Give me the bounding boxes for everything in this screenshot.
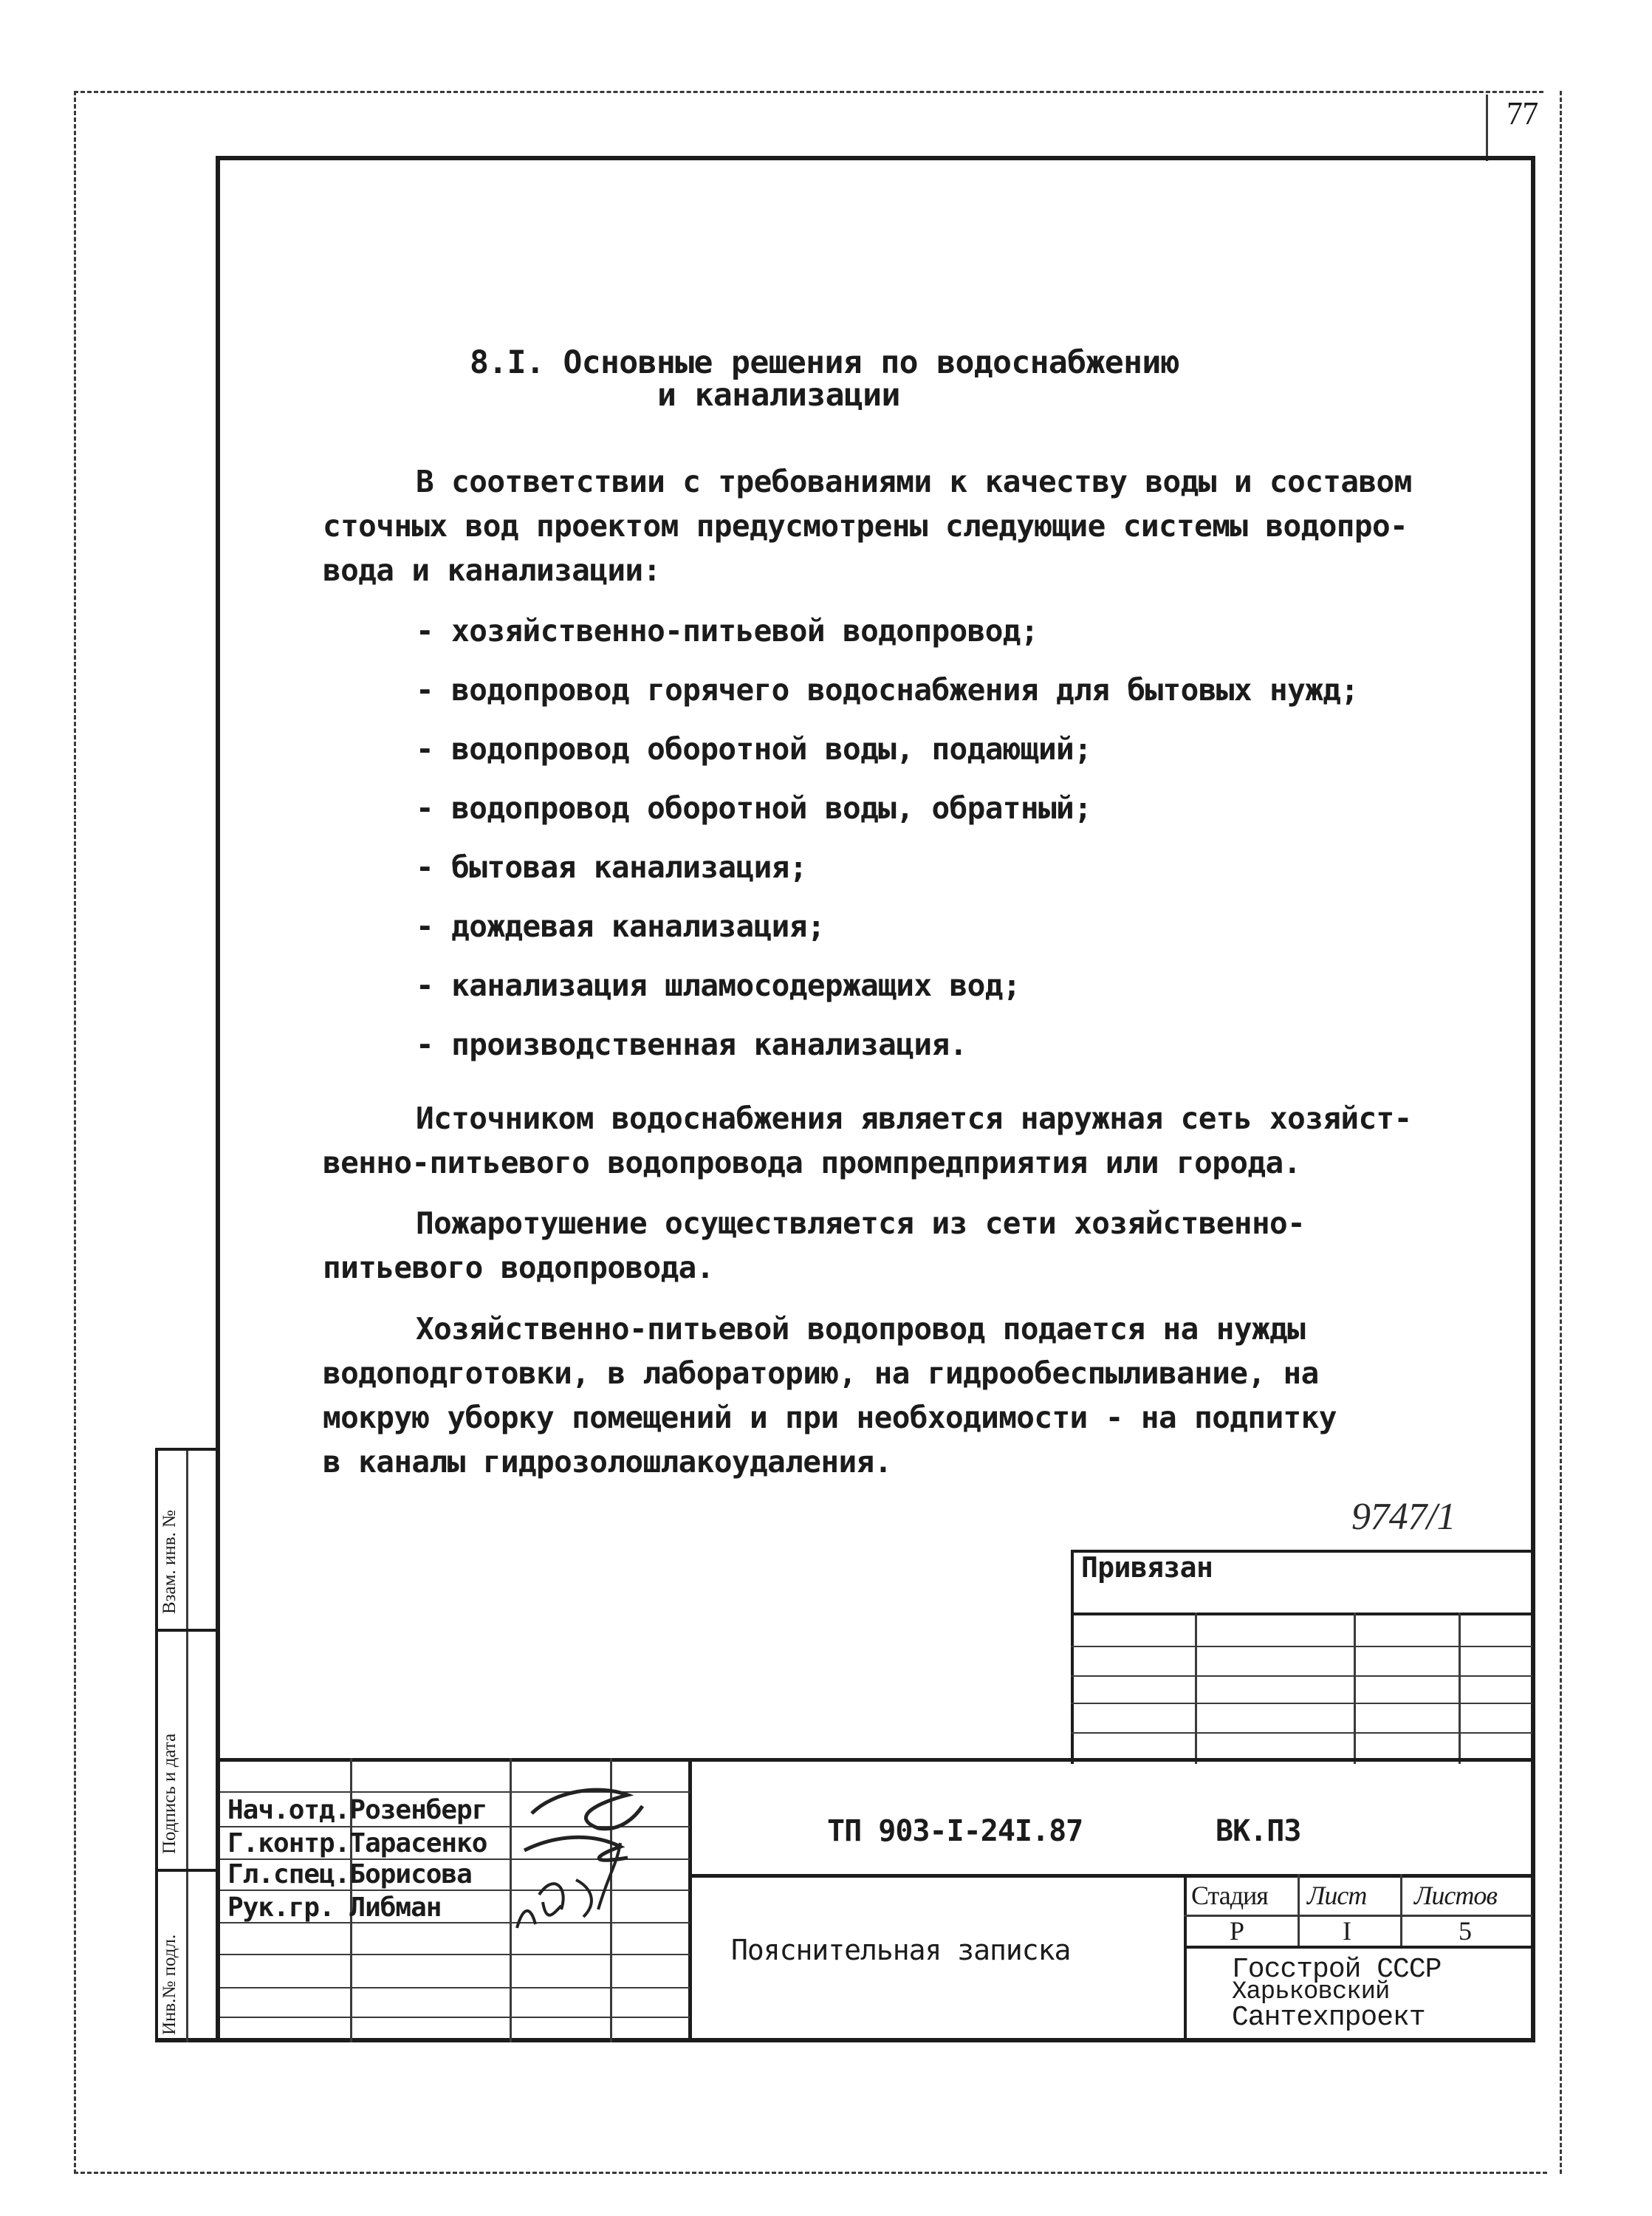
side-stamp-sep bbox=[155, 1629, 219, 1632]
section-heading-line1: 8.I. Основные решения по водоснабжению bbox=[470, 344, 1179, 381]
tb-person: Нач.отд.Розенберг bbox=[227, 1795, 487, 1825]
list-item: - водопровод оборотной воды, подающий; bbox=[416, 731, 1092, 767]
paragraph-line: водоподготовки, в лабораторию, на гидрообеспыливание, на bbox=[323, 1355, 1319, 1391]
tb-stage-value: Р bbox=[1230, 1916, 1244, 1946]
frame-bottom bbox=[155, 2038, 1535, 2042]
side-stamp-sign-date: Подпись и дата bbox=[160, 1733, 179, 1854]
side-stamp-top bbox=[155, 1448, 219, 1451]
tb-code-bottom bbox=[688, 1874, 1532, 1878]
paragraph-line: мокрую уборку помещений и при необходимости - на подпитку bbox=[323, 1400, 1337, 1435]
list-item: - производственная канализация. bbox=[416, 1027, 967, 1062]
binding-row-line bbox=[1071, 1675, 1532, 1677]
list-item: - канализация шламосодержащих вод; bbox=[416, 968, 1021, 1003]
side-stamp-inv-orig: Инв.№ подл. bbox=[160, 1934, 179, 2035]
tb-sheet-value: I bbox=[1343, 1916, 1351, 1946]
signature-scribble bbox=[510, 1762, 694, 1932]
binding-col-line bbox=[1459, 1613, 1461, 1764]
list-item: - дождевая канализация; bbox=[416, 909, 825, 944]
page-number-divider bbox=[1486, 95, 1488, 161]
tb-person: Г.контр.Тарасенко bbox=[227, 1828, 487, 1858]
tb-person: Рук.гр. Либман bbox=[227, 1892, 442, 1923]
frame-top bbox=[216, 156, 1535, 160]
title-block-top bbox=[220, 1758, 1532, 1762]
side-stamp-left bbox=[155, 1448, 158, 2042]
tb-sheets-label: Листов bbox=[1414, 1881, 1497, 1910]
tb-sig-row bbox=[220, 2017, 690, 2018]
binding-row-line bbox=[1071, 1613, 1532, 1615]
tb-title-divider bbox=[1184, 1874, 1187, 2042]
paragraph-line: в каналы гидрозолошлакоудаления. bbox=[323, 1444, 892, 1480]
handwritten-number: 9747/1 bbox=[1351, 1496, 1456, 1538]
side-stamp-inv-copy: Взам. инв. № bbox=[160, 1510, 179, 1614]
tb-stage-label: Стадия bbox=[1191, 1881, 1268, 1910]
binding-label: Привязан bbox=[1081, 1551, 1213, 1584]
list-item: - бытовая канализация; bbox=[416, 849, 807, 885]
intro-line: вода и канализации: bbox=[323, 553, 661, 588]
paragraph-line: Источником водоснабжения является наружная сеть хозяйст- bbox=[416, 1101, 1412, 1136]
binding-row-line bbox=[1071, 1646, 1532, 1647]
side-stamp-sep bbox=[155, 1869, 219, 1872]
paragraph-line: Пожаротушение осуществляется из сети хозяйственно- bbox=[416, 1206, 1306, 1241]
paragraph-line: Хозяйственно-питьевой водопровод подается на нужды bbox=[416, 1311, 1306, 1347]
list-item: - водопровод горячего водоснабжения для бытовых нужд; bbox=[416, 672, 1359, 708]
binding-col-line bbox=[1195, 1613, 1197, 1764]
side-stamp-divider bbox=[186, 1448, 188, 2042]
tb-sig-row bbox=[220, 1987, 690, 1988]
binding-row-line bbox=[1071, 1732, 1532, 1734]
cut-line-left bbox=[74, 91, 78, 2174]
cut-line-top bbox=[74, 91, 1543, 95]
tb-doc-title: Пояснительная записка bbox=[731, 1934, 1071, 1966]
tb-sheets-value: 5 bbox=[1459, 1916, 1471, 1946]
binding-row-line bbox=[1071, 1703, 1532, 1704]
tb-sig-row bbox=[220, 1954, 690, 1955]
tb-org-line: Сантехпроект bbox=[1232, 2002, 1425, 2034]
cut-line-right bbox=[1560, 91, 1564, 2174]
tb-person: Гл.спец.Борисова bbox=[227, 1859, 472, 1890]
list-item: - водопровод оборотной воды, обратный; bbox=[416, 790, 1092, 826]
tb-stage-col bbox=[1400, 1874, 1402, 1948]
binding-col-line bbox=[1354, 1613, 1356, 1764]
tb-org-line: Харьковский bbox=[1232, 1978, 1390, 2006]
page-number: 77 bbox=[1507, 95, 1538, 131]
cut-line-bottom bbox=[74, 2172, 1547, 2176]
paragraph-line: венно-питьевого водопровода промпредприятия или города. bbox=[323, 1145, 1301, 1180]
intro-line: сточных вод проектом предусмотрены следующие системы водопро- bbox=[323, 508, 1408, 544]
paragraph-line: питьевого водопровода. bbox=[323, 1250, 714, 1285]
tb-stage-col bbox=[1298, 1874, 1300, 1948]
section-heading-line2: и канализации bbox=[657, 377, 900, 414]
tb-code: ТП 903-I-24I.87 bbox=[827, 1814, 1083, 1848]
tb-sheet-label: Лист bbox=[1307, 1881, 1367, 1910]
tb-section: ВК.ПЗ bbox=[1216, 1814, 1301, 1848]
intro-line: В соответствии с требованиями к качеству воды и составом bbox=[416, 464, 1412, 499]
tb-org-line: Госстрой СССР bbox=[1232, 1954, 1442, 1986]
list-item: - хозяйственно-питьевой водопровод; bbox=[416, 613, 1038, 649]
